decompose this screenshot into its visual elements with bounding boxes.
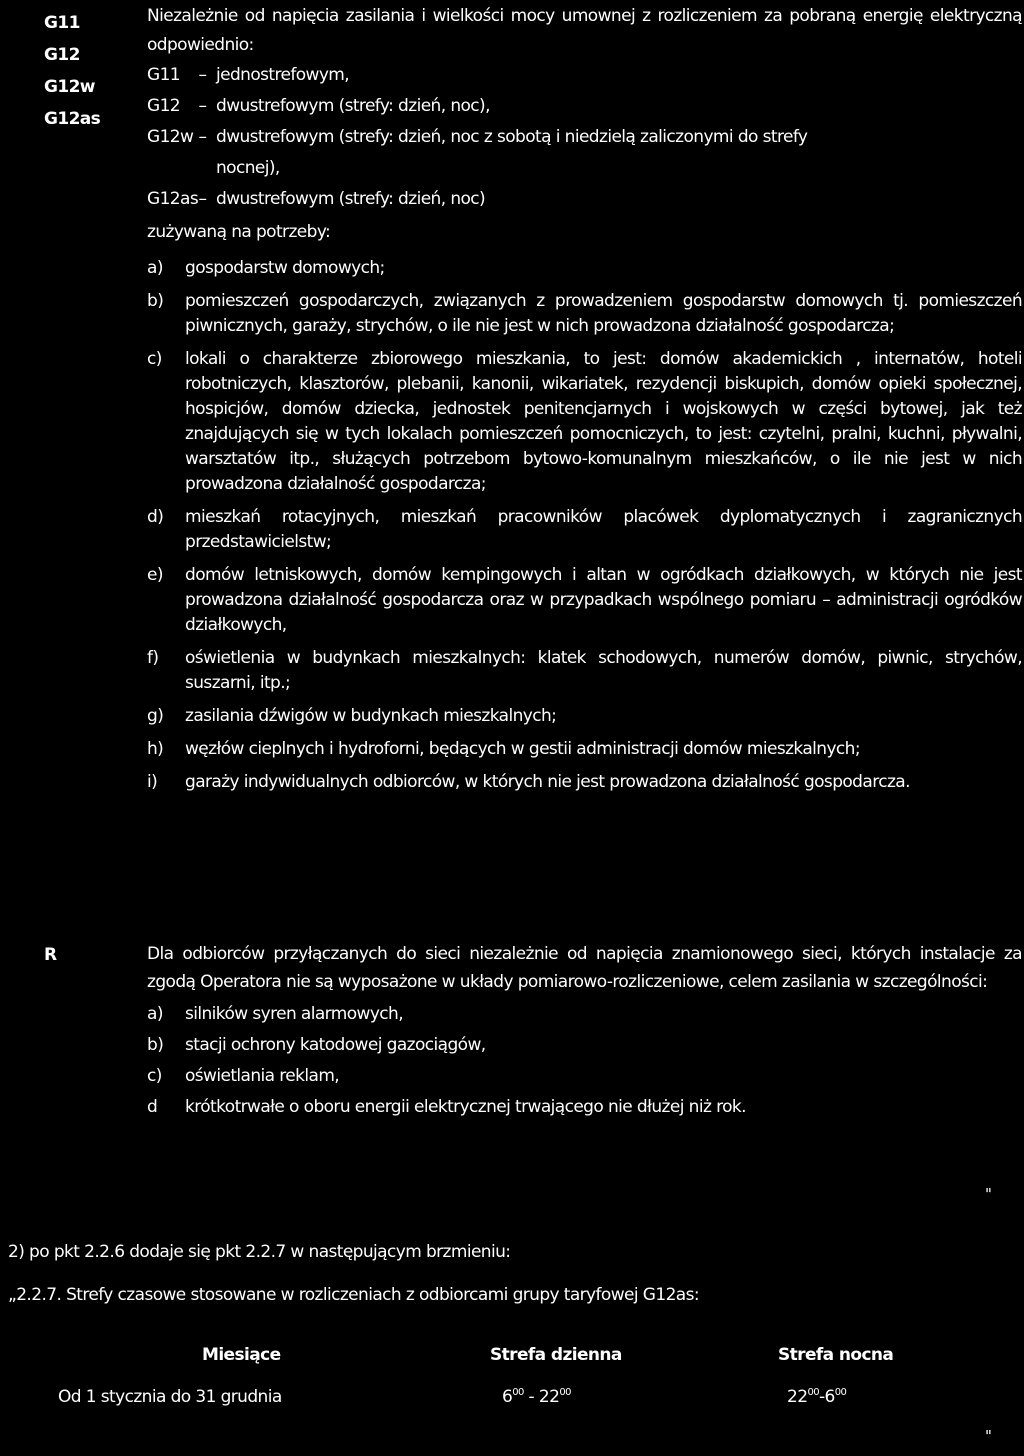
tariff-row-text: dwustrefowym (strefy: dzień, noc),: [216, 96, 490, 116]
list-item: [147, 704, 1022, 729]
tariff-row-dash: –: [198, 96, 207, 116]
list-item-text: mieszkań rotacyjnych, mieszkań pracowników placówek dyplomatycznych i zagranicznych przedstawicielstw;: [185, 507, 1022, 552]
point-2-2-7-line: „2.2.7. Strefy czasowe stosowane w rozliczeniach z odbiorcami grupy taryfowej G12as:: [8, 1285, 699, 1305]
table-header-day-zone: Strefa dzienna: [490, 1345, 622, 1365]
list-item: [147, 1033, 1022, 1058]
table-cell-night-zone: [787, 1385, 846, 1410]
tariff-row-continuation: nocnej),: [216, 158, 280, 178]
tariff-row-dash: –: [198, 189, 207, 209]
list-item-text: stacji ochrony katodowej gazociągów,: [185, 1035, 486, 1055]
tariff-code-column: [44, 7, 100, 135]
table-cell-months: Od 1 stycznia do 31 grudnia: [58, 1387, 282, 1407]
table-header-night-zone: Strefa nocna: [778, 1345, 894, 1365]
list-item: [147, 289, 1022, 339]
night-separator: -: [818, 1387, 825, 1407]
list-item-text: pomieszczeń gospodarczych, związanych z prowadzeniem gospodarstw domowych tj. pomieszczeń piwnicznych, garaży, strychów, o ile nie jest w nich prowadzona działalność gospodarcza;: [185, 291, 1022, 336]
night-end-minutes: 00: [834, 1387, 847, 1398]
code-g12as: G12as: [44, 109, 101, 129]
list-item: [147, 1064, 1022, 1089]
code-g11: G11: [44, 13, 80, 33]
list-item-letter: g): [147, 706, 164, 726]
tariff-row-code: G11: [147, 65, 181, 85]
tariff-row-g12: [147, 91, 1022, 122]
usage-label: zużywaną na potrzeby:: [147, 222, 331, 242]
table-header-months: Miesiące: [202, 1345, 281, 1365]
tariff-row-text: dwustrefowym (strefy: dzień, noc z sobotą i niedzielą zaliczonymi do strefy: [216, 127, 808, 147]
tariff-row-g12as: [147, 184, 1022, 215]
code-g12w: G12w: [44, 77, 95, 97]
list-item: [147, 737, 1022, 762]
closing-quote-mark: ": [985, 1185, 992, 1203]
list-item-text: oświetlenia w budynkach mieszkalnych: klatek schodowych, numerów domów, piwnic, strychów, suszarni, itp.;: [185, 648, 1022, 693]
tariff-row-text: jednostrefowym,: [216, 65, 350, 85]
r-intro-paragraph: Dla odbiorców przyłączanych do sieci niezależnie od napięcia znamionowego sieci, których instalacje za zgodą Operatora nie są wyposażone w układy pomiarowo-rozliczeniowe, celem zasilania w szczególności:: [147, 944, 1022, 992]
tariff-row-g12w: [147, 122, 1022, 153]
point-2-line: 2) po pkt 2.2.6 dodaje się pkt 2.2.7 w następującym brzmieniu:: [8, 1242, 511, 1262]
list-item: [147, 1095, 1022, 1120]
day-start-minutes: 00: [512, 1387, 524, 1398]
list-item-text: domów letniskowych, domów kempingowych i altan w ogródkach działkowych, w których nie jest prowadzona działalność gospodarcza oraz w przypadkach wspólnego pomiaru – administracji ogródków działkowych,: [185, 565, 1022, 635]
code-r: R: [44, 945, 57, 965]
list-item-text: węzłów cieplnych i hydroforni, będących w gestii administracji domów mieszkalnych;: [185, 739, 860, 759]
g-tariff-description: [147, 2, 1022, 803]
list-item: [147, 256, 1022, 281]
list-item-text: gospodarstw domowych;: [185, 258, 385, 278]
list-item-letter: d: [147, 1097, 158, 1117]
day-end-minutes: 00: [559, 1387, 571, 1398]
tariff-row-dash: –: [198, 127, 207, 147]
list-item-letter: b): [147, 1035, 164, 1055]
code-g12: G12: [44, 45, 80, 65]
tariff-row-dash: –: [198, 65, 207, 85]
list-item-letter: c): [147, 349, 162, 369]
list-item: [147, 505, 1022, 555]
night-end-hour: 6: [824, 1387, 835, 1407]
day-separator: -: [523, 1387, 539, 1407]
tariff-row-code: G12w: [147, 127, 194, 147]
list-item: [147, 563, 1022, 638]
g-intro-paragraph: Niezależnie od napięcia zasilania i wielkości mocy umownej z rozliczeniem za pobraną energię elektryczną odpowiednio:: [147, 6, 1022, 55]
list-item-letter: h): [147, 739, 164, 759]
night-start-minutes: 00: [807, 1387, 819, 1398]
tariff-row-code: G12as: [147, 189, 199, 209]
list-item: [147, 770, 1022, 795]
list-item: [147, 347, 1022, 497]
r-tariff-description: [147, 940, 1022, 1126]
list-item-letter: i): [147, 772, 158, 792]
list-item-letter: f): [147, 648, 159, 668]
night-start-hour: 22: [787, 1387, 808, 1407]
list-item-letter: d): [147, 507, 164, 527]
list-item-letter: c): [147, 1066, 162, 1086]
list-item-letter: a): [147, 258, 163, 278]
day-end-hour: 22: [538, 1387, 560, 1407]
list-item: [147, 646, 1022, 696]
list-item-text: zasilania dźwigów w budynkach mieszkalnych;: [185, 706, 557, 726]
table-cell-day-zone: [502, 1385, 571, 1410]
list-item-letter: b): [147, 291, 164, 311]
list-item-text: silników syren alarmowych,: [185, 1004, 404, 1024]
tariff-row-code: G12: [147, 96, 181, 116]
list-item-text: oświetlania reklam,: [185, 1066, 340, 1086]
list-item-letter: a): [147, 1004, 163, 1024]
tariff-row-g11: [147, 60, 1022, 91]
list-item-text: lokali o charakterze zbiorowego mieszkania, to jest: domów akademickich , internatów, hoteli robotniczych, klasztorów, plebanii, kanonii, wikariatek, rezydencji biskupich, domów opieki społecznej, hospicjów, domów dziecka, jednostek penitencjarnych i wojskowych w części bytowej, jak też znajdujących się w tych lokalach pomieszczeń pomocniczych, to jest: czytelni, pralni, kuchni, pływalni, warsztatów itp., służących potrzebom bytowo-komunalnym mieszkańców, o ile nie jest w nich prowadzona działalność gospodarcza;: [185, 349, 1022, 494]
day-start-hour: 6: [502, 1387, 513, 1407]
final-quote-mark: ": [985, 1427, 992, 1445]
usage-list: [147, 256, 1022, 795]
list-item-letter: e): [147, 565, 163, 585]
list-item: [147, 1002, 1022, 1027]
list-item-text: krótkotrwałe o oboru energii elektrycznej trwającego nie dłużej niż rok.: [185, 1097, 746, 1117]
tariff-row-text: dwustrefowym (strefy: dzień, noc): [216, 189, 486, 209]
list-item-text: garaży indywidualnych odbiorców, w których nie jest prowadzona działalność gospodarcza.: [185, 772, 910, 792]
